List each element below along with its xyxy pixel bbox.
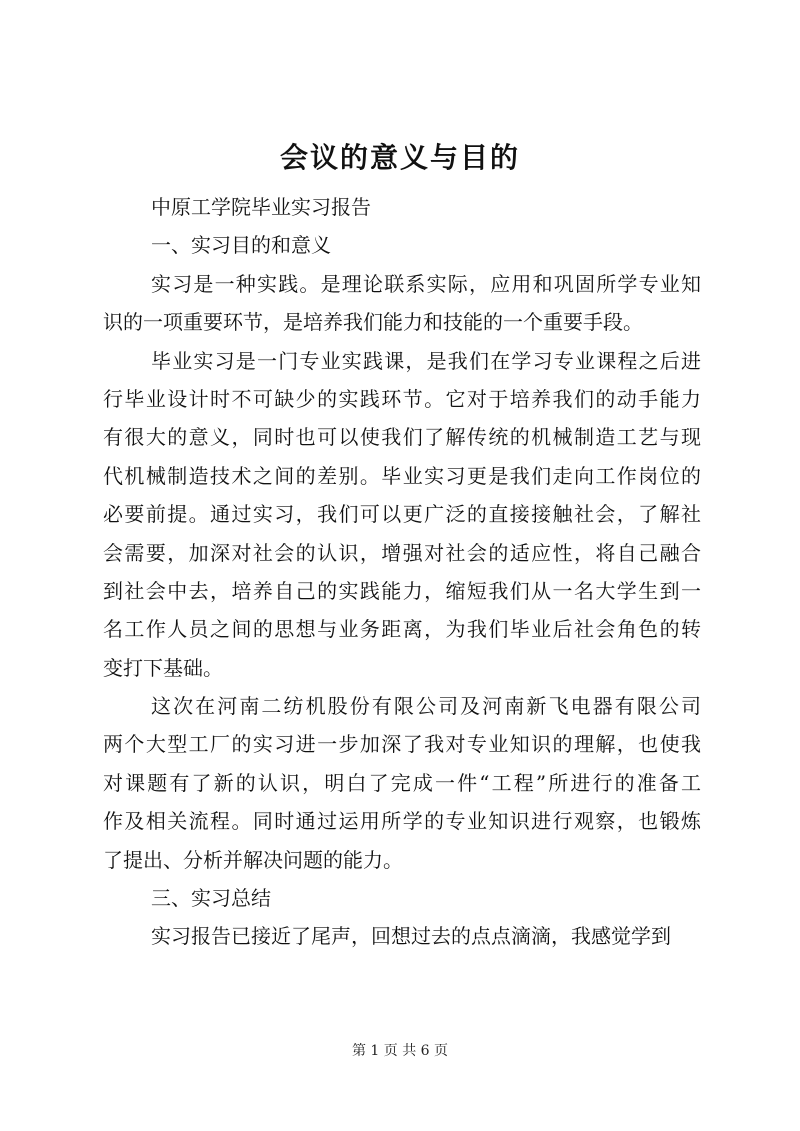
- paragraph-line: 对课题有了新的认识，明白了完成一件“工程”所进行的准备工: [103, 770, 701, 795]
- paragraph-line: 三、实习总结: [151, 886, 271, 911]
- paragraph-line: 实习是一种实践。是理论联系实际，应用和巩固所学专业知: [151, 271, 701, 296]
- paragraph-line: 行毕业设计时不可缺少的实践环节。它对于培养我们的动手能力: [103, 386, 701, 411]
- paragraph: [103, 226, 701, 264]
- paragraph-line: 会需要，加深对社会的认识，增强对社会的适应性，将自己融合: [103, 540, 701, 565]
- paragraph-line: 这次在河南二纺机股份有限公司及河南新飞电器有限公司: [151, 694, 701, 719]
- paragraph: [103, 687, 701, 879]
- paragraph-line: 识的一项重要环节，是培养我们能力和技能的一个重要手段。: [103, 310, 643, 335]
- paragraph: [103, 917, 701, 955]
- paragraph-line: 变打下基础。: [103, 655, 223, 680]
- paragraph-line: 毕业实习是一门专业实践课，是我们在学习专业课程之后进: [151, 348, 701, 373]
- paragraph-line: 必要前提。通过实习，我们可以更广泛的直接接触社会，了解社: [103, 502, 701, 527]
- paragraph-line: 有很大的意义，同时也可以使我们了解传统的机械制造工艺与现: [103, 425, 701, 450]
- paragraph-line: 中原工学院毕业实习报告: [151, 195, 371, 219]
- paragraph-line: 两个大型工厂的实习进一步加深了我对专业知识的理解，也使我: [103, 732, 701, 757]
- paragraph: [103, 265, 701, 342]
- paragraph-line: 了提出、分析并解决问题的能力。: [103, 847, 403, 872]
- paragraph: [103, 879, 701, 917]
- paragraph-line: 实习报告已接近了尾声，回想过去的点点滴滴，我感觉学到: [151, 924, 671, 949]
- paragraph: [103, 342, 701, 688]
- page-footer: 第 1 页 共 6 页: [351, 1043, 449, 1059]
- paragraph-line: 作及相关流程。同时通过运用所学的专业知识进行观察，也锻炼: [103, 809, 701, 834]
- paragraph-line: 名工作人员之间的思想与业务距离，为我们毕业后社会角色的转: [103, 617, 701, 642]
- document-body: [103, 188, 701, 956]
- paragraph-line: 代机械制造技术之间的差别。毕业实习更是我们走向工作岗位的: [103, 463, 701, 488]
- paragraph: [103, 188, 701, 226]
- paragraph-line: 一、实习目的和意义: [151, 233, 331, 258]
- document-title: 会议的意义与目的: [279, 141, 520, 174]
- paragraph-line: 到社会中去，培养自己的实践能力，缩短我们从一名大学生到一: [103, 578, 701, 603]
